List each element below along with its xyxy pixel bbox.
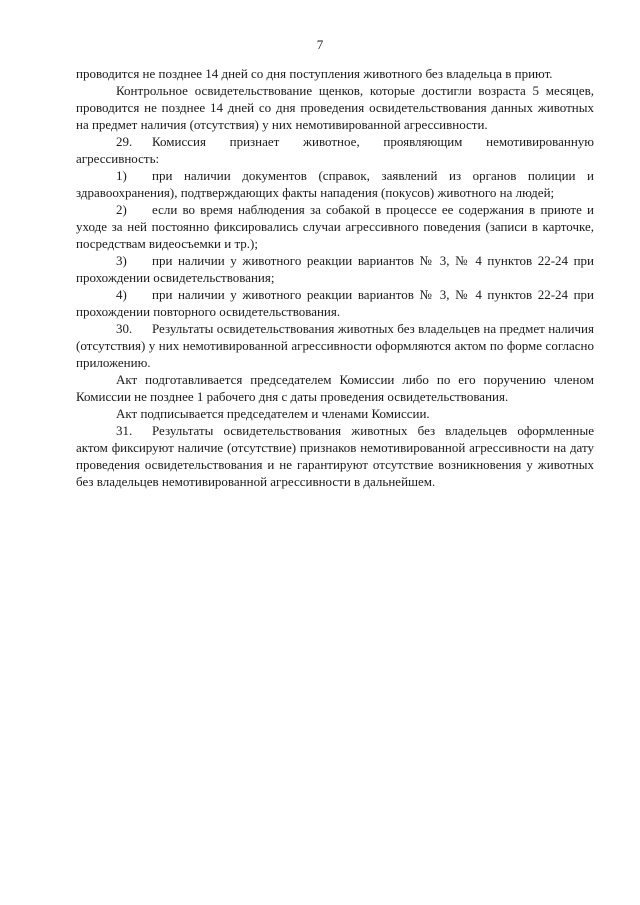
list-item-3 [76,252,594,286]
clause-number: 30. [116,321,133,336]
paragraph-puppies [76,82,594,133]
clause-31 [76,422,594,490]
paragraph-text: Контрольное освидетельствование щенков, которые достигли возраста 5 месяцев, проводится не позднее 14 дней со дня проведения освидетельствования данных животных на предмет наличия (отсутствия) у них немотивированной агрессивности. [76,83,594,132]
document-body [76,65,594,490]
clause-text: Результаты освидетельствования животных без владельцев на предмет наличия (отсутствия) у них немотивированной агрессивности оформляются актом по форме согласно приложению. [76,321,594,370]
list-item-text: при наличии у животного реакции вариантов № 3, № 4 пунктов 22-24 при прохождении освидетельствования; [76,253,594,285]
paragraph-continuation [76,65,594,82]
paragraph-act-prepared [76,371,594,405]
paragraph-text: проводится не позднее 14 дней со дня поступления животного без владельца в приют. [76,66,553,81]
clause-text: Комиссия признает животное, проявляющим немотивированную агрессивность: [76,134,594,166]
clause-text: Результаты освидетельствования животных без владельцев оформленные актом фиксируют наличие (отсутствие) признаков немотивированной агрессивности на дату проведения освидетельствования и не гарантируют отсутствие возникновения у животных без владельцев немотивированной агрессивности в дальнейшем. [76,423,594,489]
list-item-text: при наличии документов (справок, заявлений из органов полиции и здравоохранения), подтверждающих факты нападения (покусов) животного на людей; [76,168,594,200]
clause-number: 31. [116,423,133,438]
list-item-text: если во время наблюдения за собакой в процессе ее содержания в приюте и уходе за ней постоянно фиксировались случаи агрессивного поведения (записи в карточке, посредствам видеосъемки и тр.); [76,202,594,251]
clause-number: 29. [116,134,133,149]
clause-30 [76,320,594,371]
list-item-number: 3) [116,253,127,268]
page-number: 7 [316,37,324,52]
list-item-number: 2) [116,202,127,217]
paragraph-act-signed [76,405,594,422]
list-item-number: 1) [116,168,127,183]
list-item-4 [76,286,594,320]
paragraph-text: Акт подготавливается председателем Комиссии либо по его поручению членом Комиссии не позднее 1 рабочего дня с даты проведения освидетельствования. [76,372,594,404]
clause-29 [76,133,594,167]
list-item-text: при наличии у животного реакции вариантов № 3, № 4 пунктов 22-24 при прохождении повторного освидетельствования. [76,287,594,319]
list-item-2 [76,201,594,252]
list-item-1 [76,167,594,201]
paragraph-text: Акт подписывается председателем и членами Комиссии. [116,406,430,421]
list-item-number: 4) [116,287,127,302]
